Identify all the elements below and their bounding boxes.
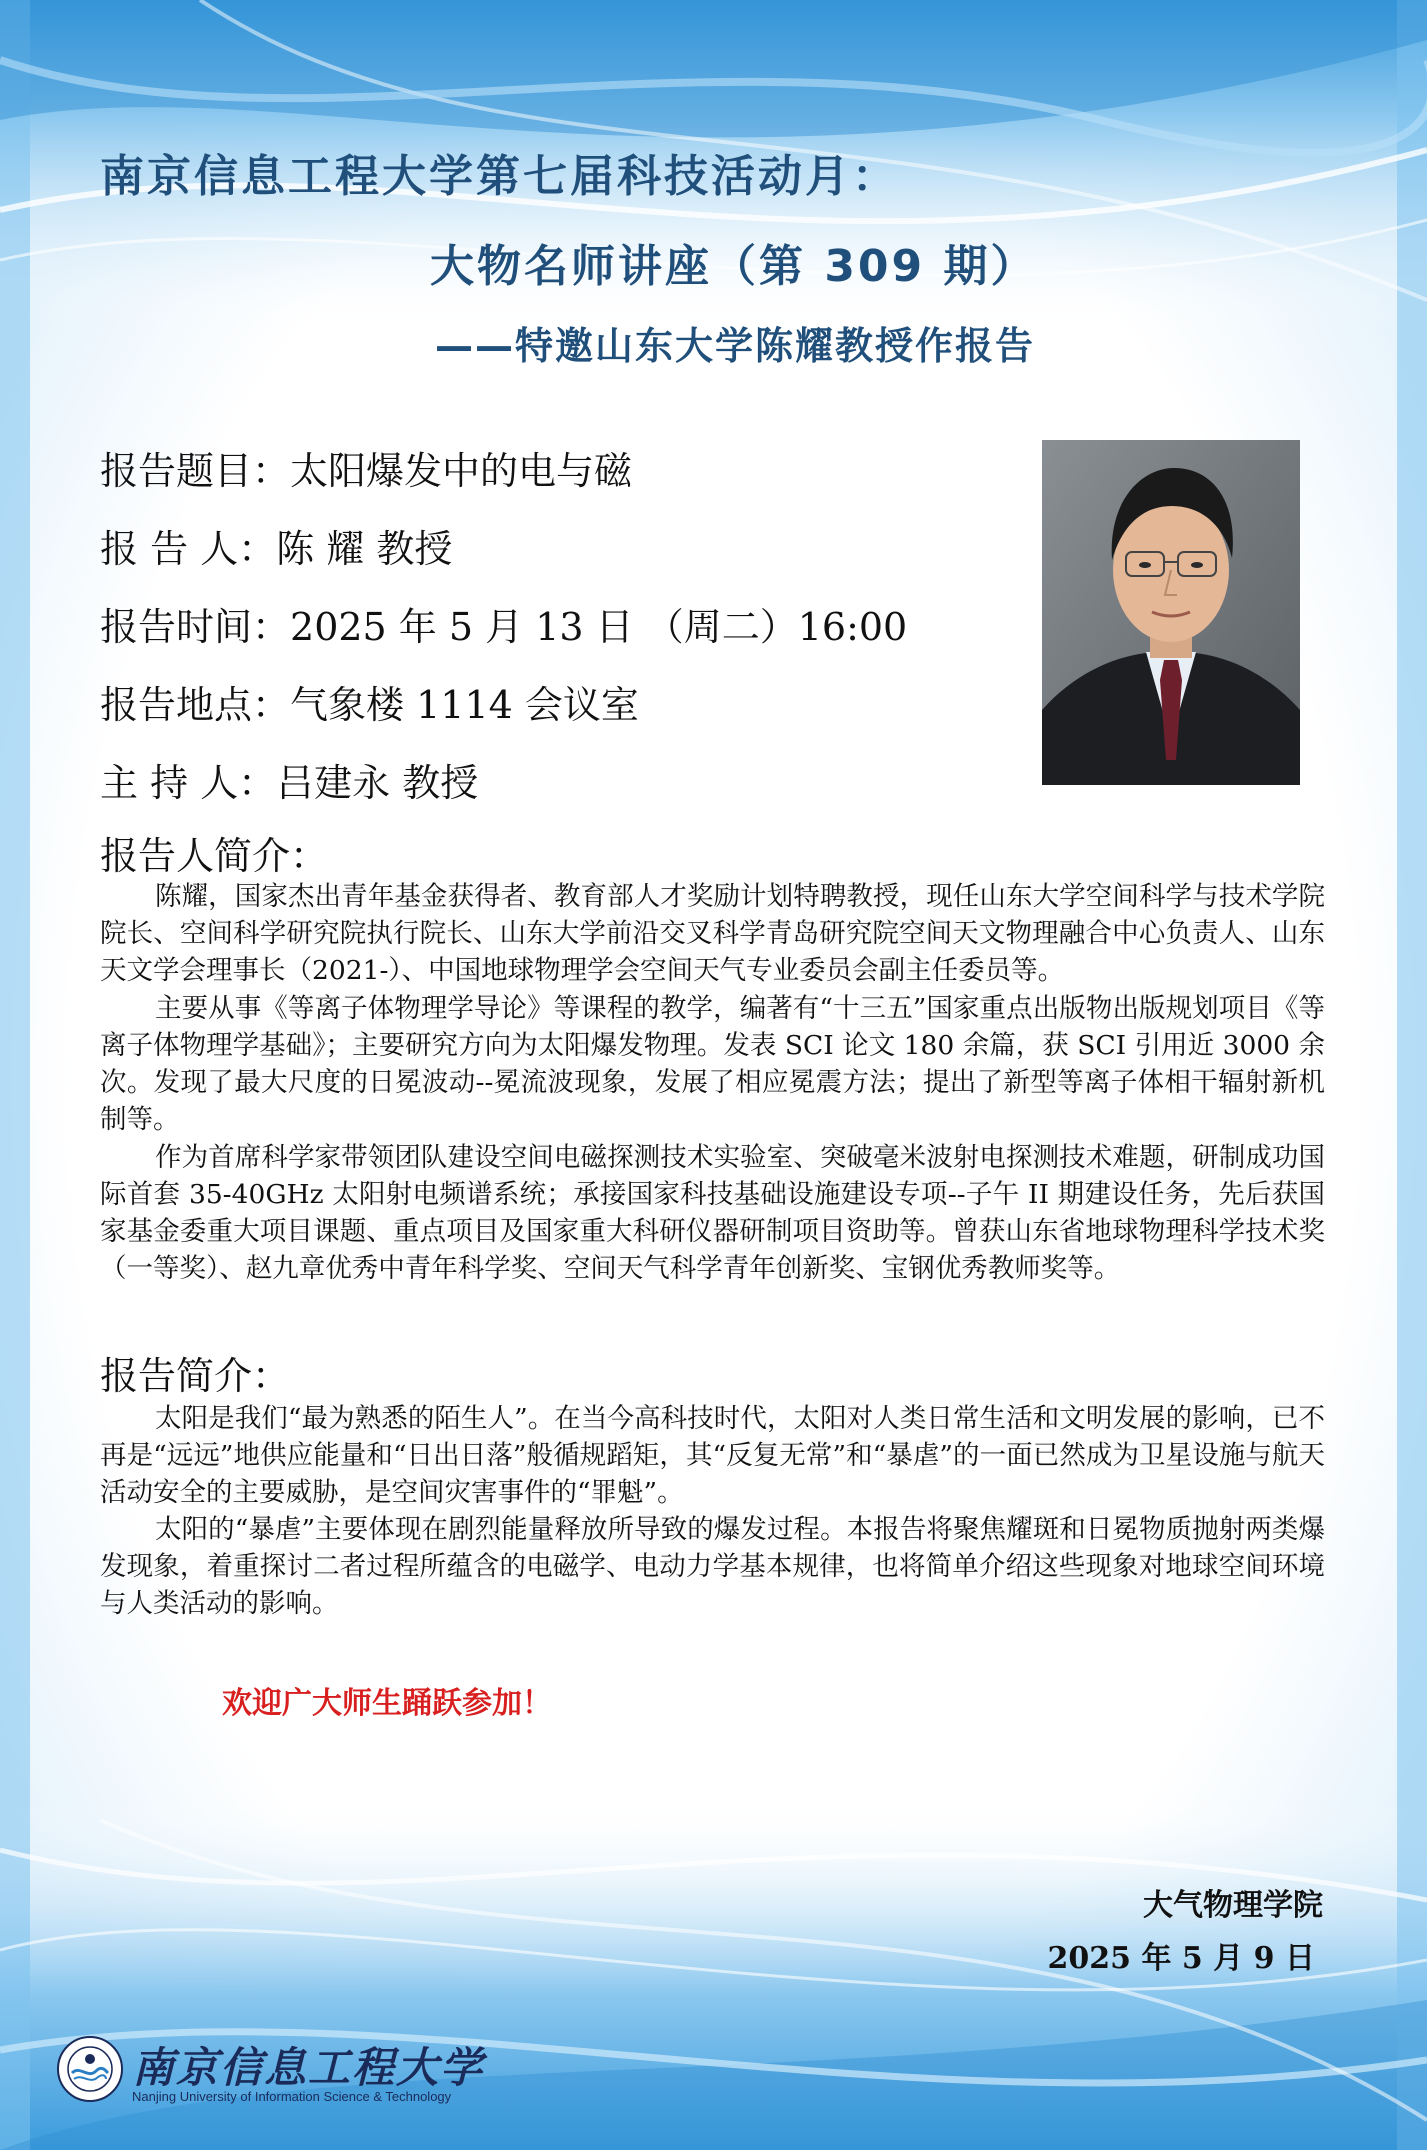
signature-date: 2025 年 5 月 9 日 [1047, 1941, 1315, 1976]
host-label: 主 持 人： [100, 761, 277, 805]
abstract-paragraph-1: 太阳是我们“最为熟悉的陌生人”。在当今高科技时代，太阳对人类日常生活和文明发展的影响，已不再是“远远”地供应能量和“日出日落”般循规蹈矩，其“反复无常”和“暴虐”的一面已然成为卫星设施与航天活动安全的主要威胁，是空间灾害事件的“罪魁”。 [100, 1403, 1325, 1508]
abstract-heading: 报告简介： [100, 1354, 291, 1398]
university-name-en: Nanjing University of Information Science & Technology [132, 2089, 452, 2104]
signature-org: 大气物理学院 [1143, 1888, 1323, 1923]
university-emblem-icon [56, 2035, 124, 2103]
abstract-paragraph-2: 太阳的“暴虐”主要体现在剧烈能量释放所导致的爆发过程。本报告将聚焦耀斑和日冕物质抛射两类爆发现象，着重探讨二者过程所蕴含的电磁学、电动力学基本规律，也将简单介绍这些现象对地球空间环境与人类活动的影响。 [100, 1514, 1325, 1619]
time-value: 2025 年 5 月 13 日 （周二）16:00 [290, 605, 908, 649]
speaker-bio-paragraph-2: 主要从事《等离子体物理学导论》等课程的教学，编著有“十三五”国家重点出版物出版规划项目《等离子体物理学基础》；主要研究方向为太阳爆发物理。发表 SCI 论文 180 余篇，获 SCI 引用近 3000 余次。发现了最大尺度的日冕波动--冕流波现象，发展了相应冕震方法；提出了新型等离子体相干辐射新机制等。 [100, 993, 1325, 1135]
host-value: 吕建永 教授 [276, 761, 479, 805]
speaker-bio-heading: 报告人简介： [100, 834, 329, 878]
university-name-cn: 南京信息工程大学 [132, 2043, 485, 2092]
title-main: 南京信息工程大学第七届科技活动月： [100, 151, 899, 202]
welcome-text: 欢迎广大师生踊跃参加！ [222, 1686, 552, 1721]
portrait-image [1042, 440, 1300, 785]
topic-value: 太阳爆发中的电与磁 [290, 449, 633, 493]
info-topic [100, 440, 632, 495]
speaker-bio-paragraph-1: 陈耀，国家杰出青年基金获得者、教育部人才奖励计划特聘教授，现任山东大学空间科学与技术学院院长、空间科学研究院执行院长、山东大学前沿交叉科学青岛研究院空间天文物理融合中心负责人、山东天文学会理事长（2021-）、中国地球物理学会空间天气专业委员会副主任委员等。 [100, 881, 1325, 986]
time-label: 报告时间： [100, 605, 291, 649]
info-speaker [100, 518, 452, 573]
info-place [100, 674, 639, 729]
topic-label: 报告题目： [100, 449, 291, 493]
speaker-label: 报 告 人： [100, 527, 277, 571]
title-lecture: 大物名师讲座（第 309 期） [430, 241, 1038, 292]
speaker-photo [1042, 440, 1300, 785]
place-label: 报告地点： [100, 683, 291, 727]
title-subtitle: ——特邀山东大学陈耀教授作报告 [435, 324, 1036, 368]
info-host [100, 752, 478, 807]
speaker-value: 陈 耀 教授 [276, 527, 453, 571]
place-value: 气象楼 1114 会议室 [290, 683, 639, 727]
speaker-bio-paragraph-3: 作为首席科学家带领团队建设空间电磁探测技术实验室、突破毫米波射电探测技术难题，研制成功国际首套 35-40GHz 太阳射电频谱系统；承接国家科技基础设施建设专项--子午 II 期建设任务，先后获国家基金委重大项目课题、重点项目及国家重大科研仪器研制项目资助等。曾获山东省地球物理科学技术奖（一等奖）、赵九章优秀中青年科学奖、空间天气科学青年创新奖、宝钢优秀教师奖等。 [100, 1142, 1325, 1284]
university-logo [56, 2035, 485, 2115]
info-time [100, 596, 907, 651]
